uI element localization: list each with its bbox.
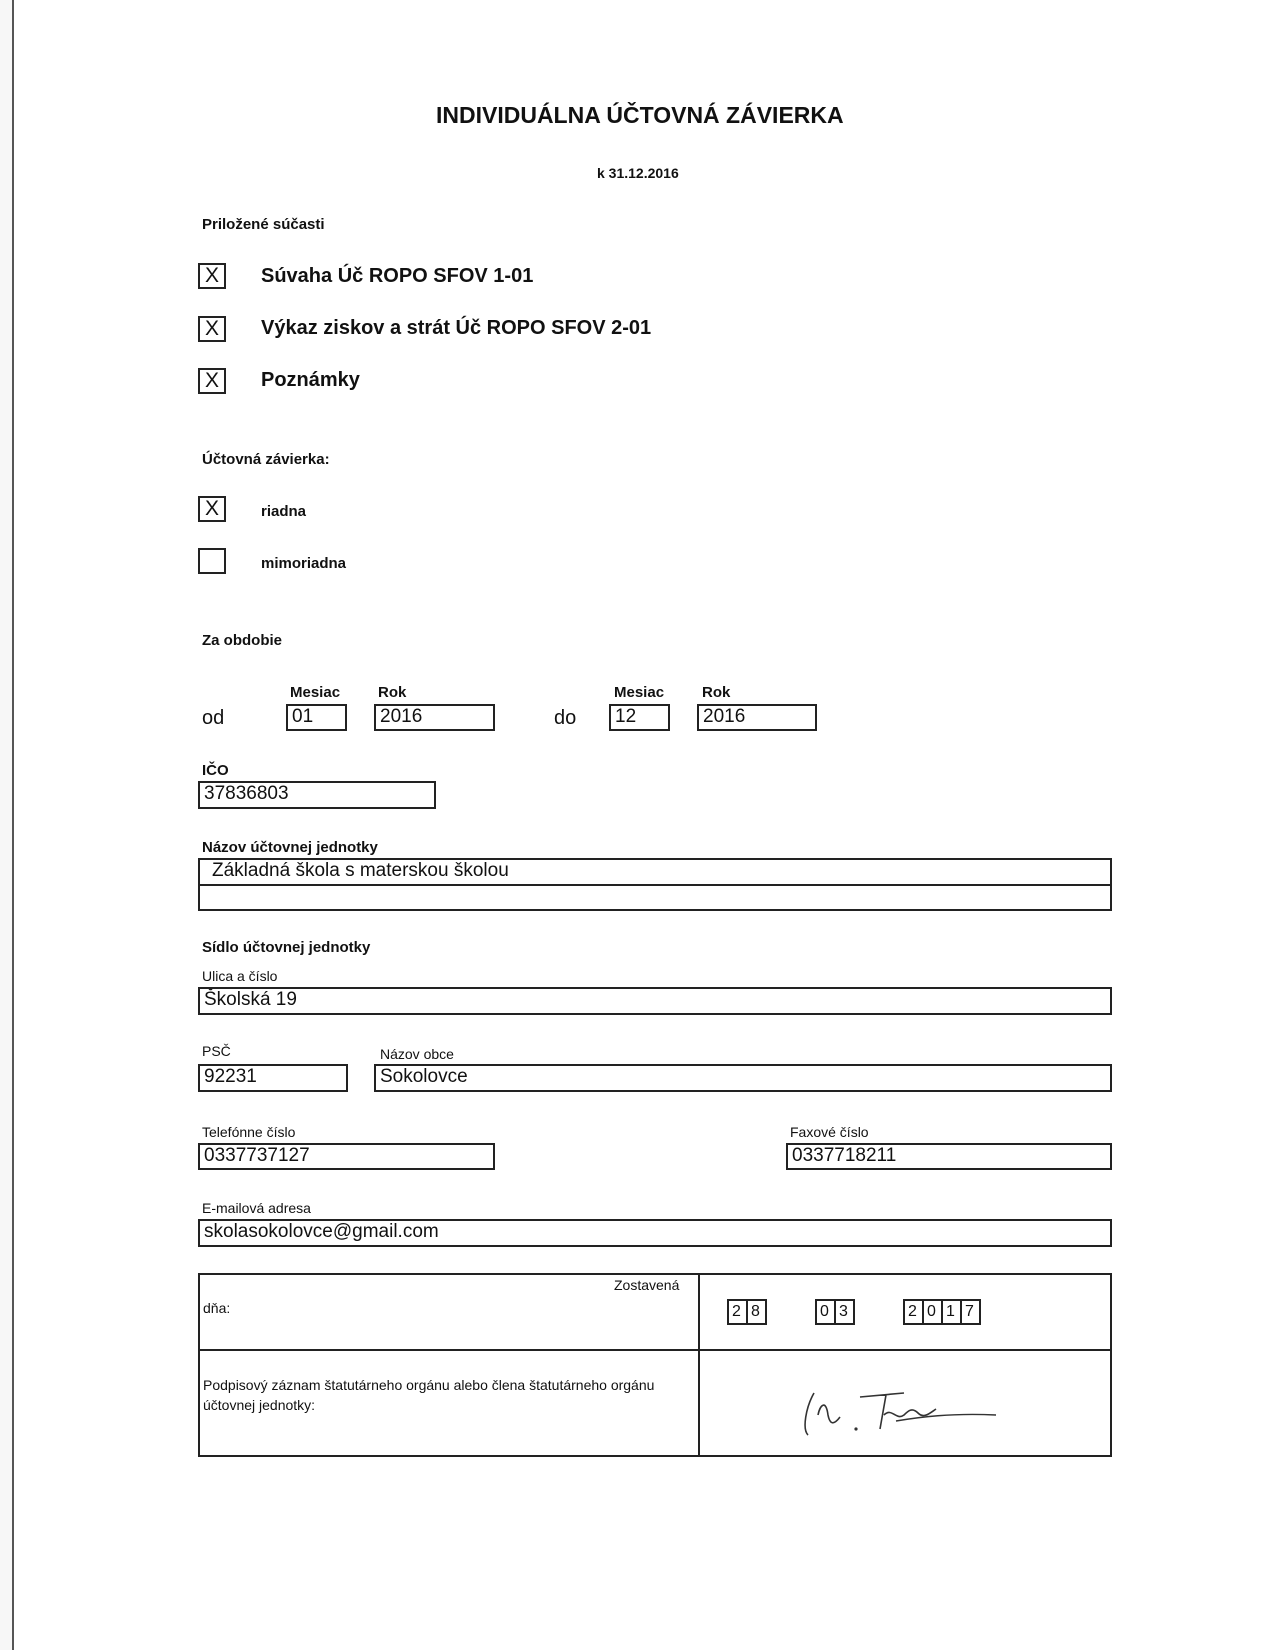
closing-extraordinary-checkbox[interactable] [198, 548, 226, 574]
compiled-month-field[interactable] [815, 1299, 855, 1325]
street-field[interactable]: Školská 19 [198, 987, 1112, 1015]
ico-label: IČO [202, 762, 229, 779]
ico-field[interactable]: 37836803 [198, 781, 436, 809]
day-digit-1: 2 [729, 1301, 748, 1323]
table-divider-vertical [698, 1273, 700, 1457]
closing-regular-label: riadna [261, 503, 307, 520]
from-month-label: Mesiac [290, 684, 341, 701]
component-checkbox-3[interactable]: X [198, 368, 226, 394]
to-month-label: Mesiac [614, 684, 665, 701]
component-label-2: Výkaz ziskov a strát Úč ROPO SFOV 2-01 [261, 317, 652, 339]
to-year-field[interactable]: 2016 [697, 704, 817, 731]
closing-regular-checkbox[interactable]: X [198, 496, 226, 522]
closing-extraordinary-label: mimoriadna [261, 555, 347, 572]
phone-label: Telefónne číslo [202, 1124, 296, 1140]
day-digit-2: 8 [748, 1301, 767, 1323]
fax-label: Faxové číslo [790, 1124, 869, 1140]
year-digit-1: 2 [905, 1301, 924, 1323]
component-checkbox-2[interactable]: X [198, 316, 226, 342]
year-digit-4: 7 [962, 1301, 981, 1323]
from-year-label: Rok [378, 684, 407, 701]
from-year-field[interactable]: 2016 [374, 704, 495, 731]
address-heading: Sídlo účtovnej jednotky [202, 939, 371, 956]
compiled-label: Zostavená [614, 1277, 680, 1293]
city-label: Názov obce [380, 1046, 454, 1062]
city-field[interactable]: Sokolovce [374, 1064, 1112, 1092]
entity-name-label: Názov účtovnej jednotky [202, 839, 378, 856]
signature-label: Podpisový záznam štatutárneho orgánu alebo člena štatutárneho orgánu účtovnej jednotky: [203, 1377, 655, 1413]
signature-image [800, 1385, 1000, 1445]
to-year-label: Rok [702, 684, 731, 701]
page-title: INDIVIDUÁLNA ÚČTOVNÁ ZÁVIERKA [436, 102, 844, 128]
closing-type-heading: Účtovná závierka: [202, 451, 330, 468]
psc-field[interactable]: 92231 [198, 1064, 348, 1092]
component-label-3: Poznámky [261, 369, 360, 391]
street-label: Ulica a číslo [202, 968, 278, 984]
entity-name-field-line1[interactable]: Základná škola s materskou školou [198, 858, 1112, 886]
table-divider-horizontal [198, 1349, 1112, 1351]
date-line: k 31.12.2016 [597, 165, 679, 181]
email-field[interactable]: skolasokolovce@gmail.com [198, 1219, 1112, 1247]
period-heading: Za obdobie [202, 632, 282, 649]
component-checkbox-1[interactable]: X [198, 263, 226, 289]
compiled-year-field[interactable] [903, 1299, 981, 1325]
component-label-1: Súvaha Úč ROPO SFOV 1-01 [261, 265, 534, 287]
from-label: od [202, 707, 225, 729]
email-label: E-mailová adresa [202, 1200, 311, 1216]
to-month-field[interactable]: 12 [609, 704, 670, 731]
fax-field[interactable]: 0337718211 [786, 1143, 1112, 1170]
year-digit-2: 0 [924, 1301, 943, 1323]
compiled-day-field[interactable] [727, 1299, 767, 1325]
entity-name-field-line2[interactable] [198, 884, 1112, 911]
phone-field[interactable]: 0337737127 [198, 1143, 495, 1170]
from-month-field[interactable]: 01 [286, 704, 347, 731]
year-digit-3: 1 [943, 1301, 962, 1323]
month-digit-1: 0 [817, 1301, 836, 1323]
to-label: do [554, 707, 577, 729]
components-heading: Priložené súčasti [202, 216, 325, 233]
psc-label: PSČ [202, 1043, 231, 1059]
compiled-day-label: dňa: [203, 1300, 231, 1316]
month-digit-2: 3 [836, 1301, 855, 1323]
